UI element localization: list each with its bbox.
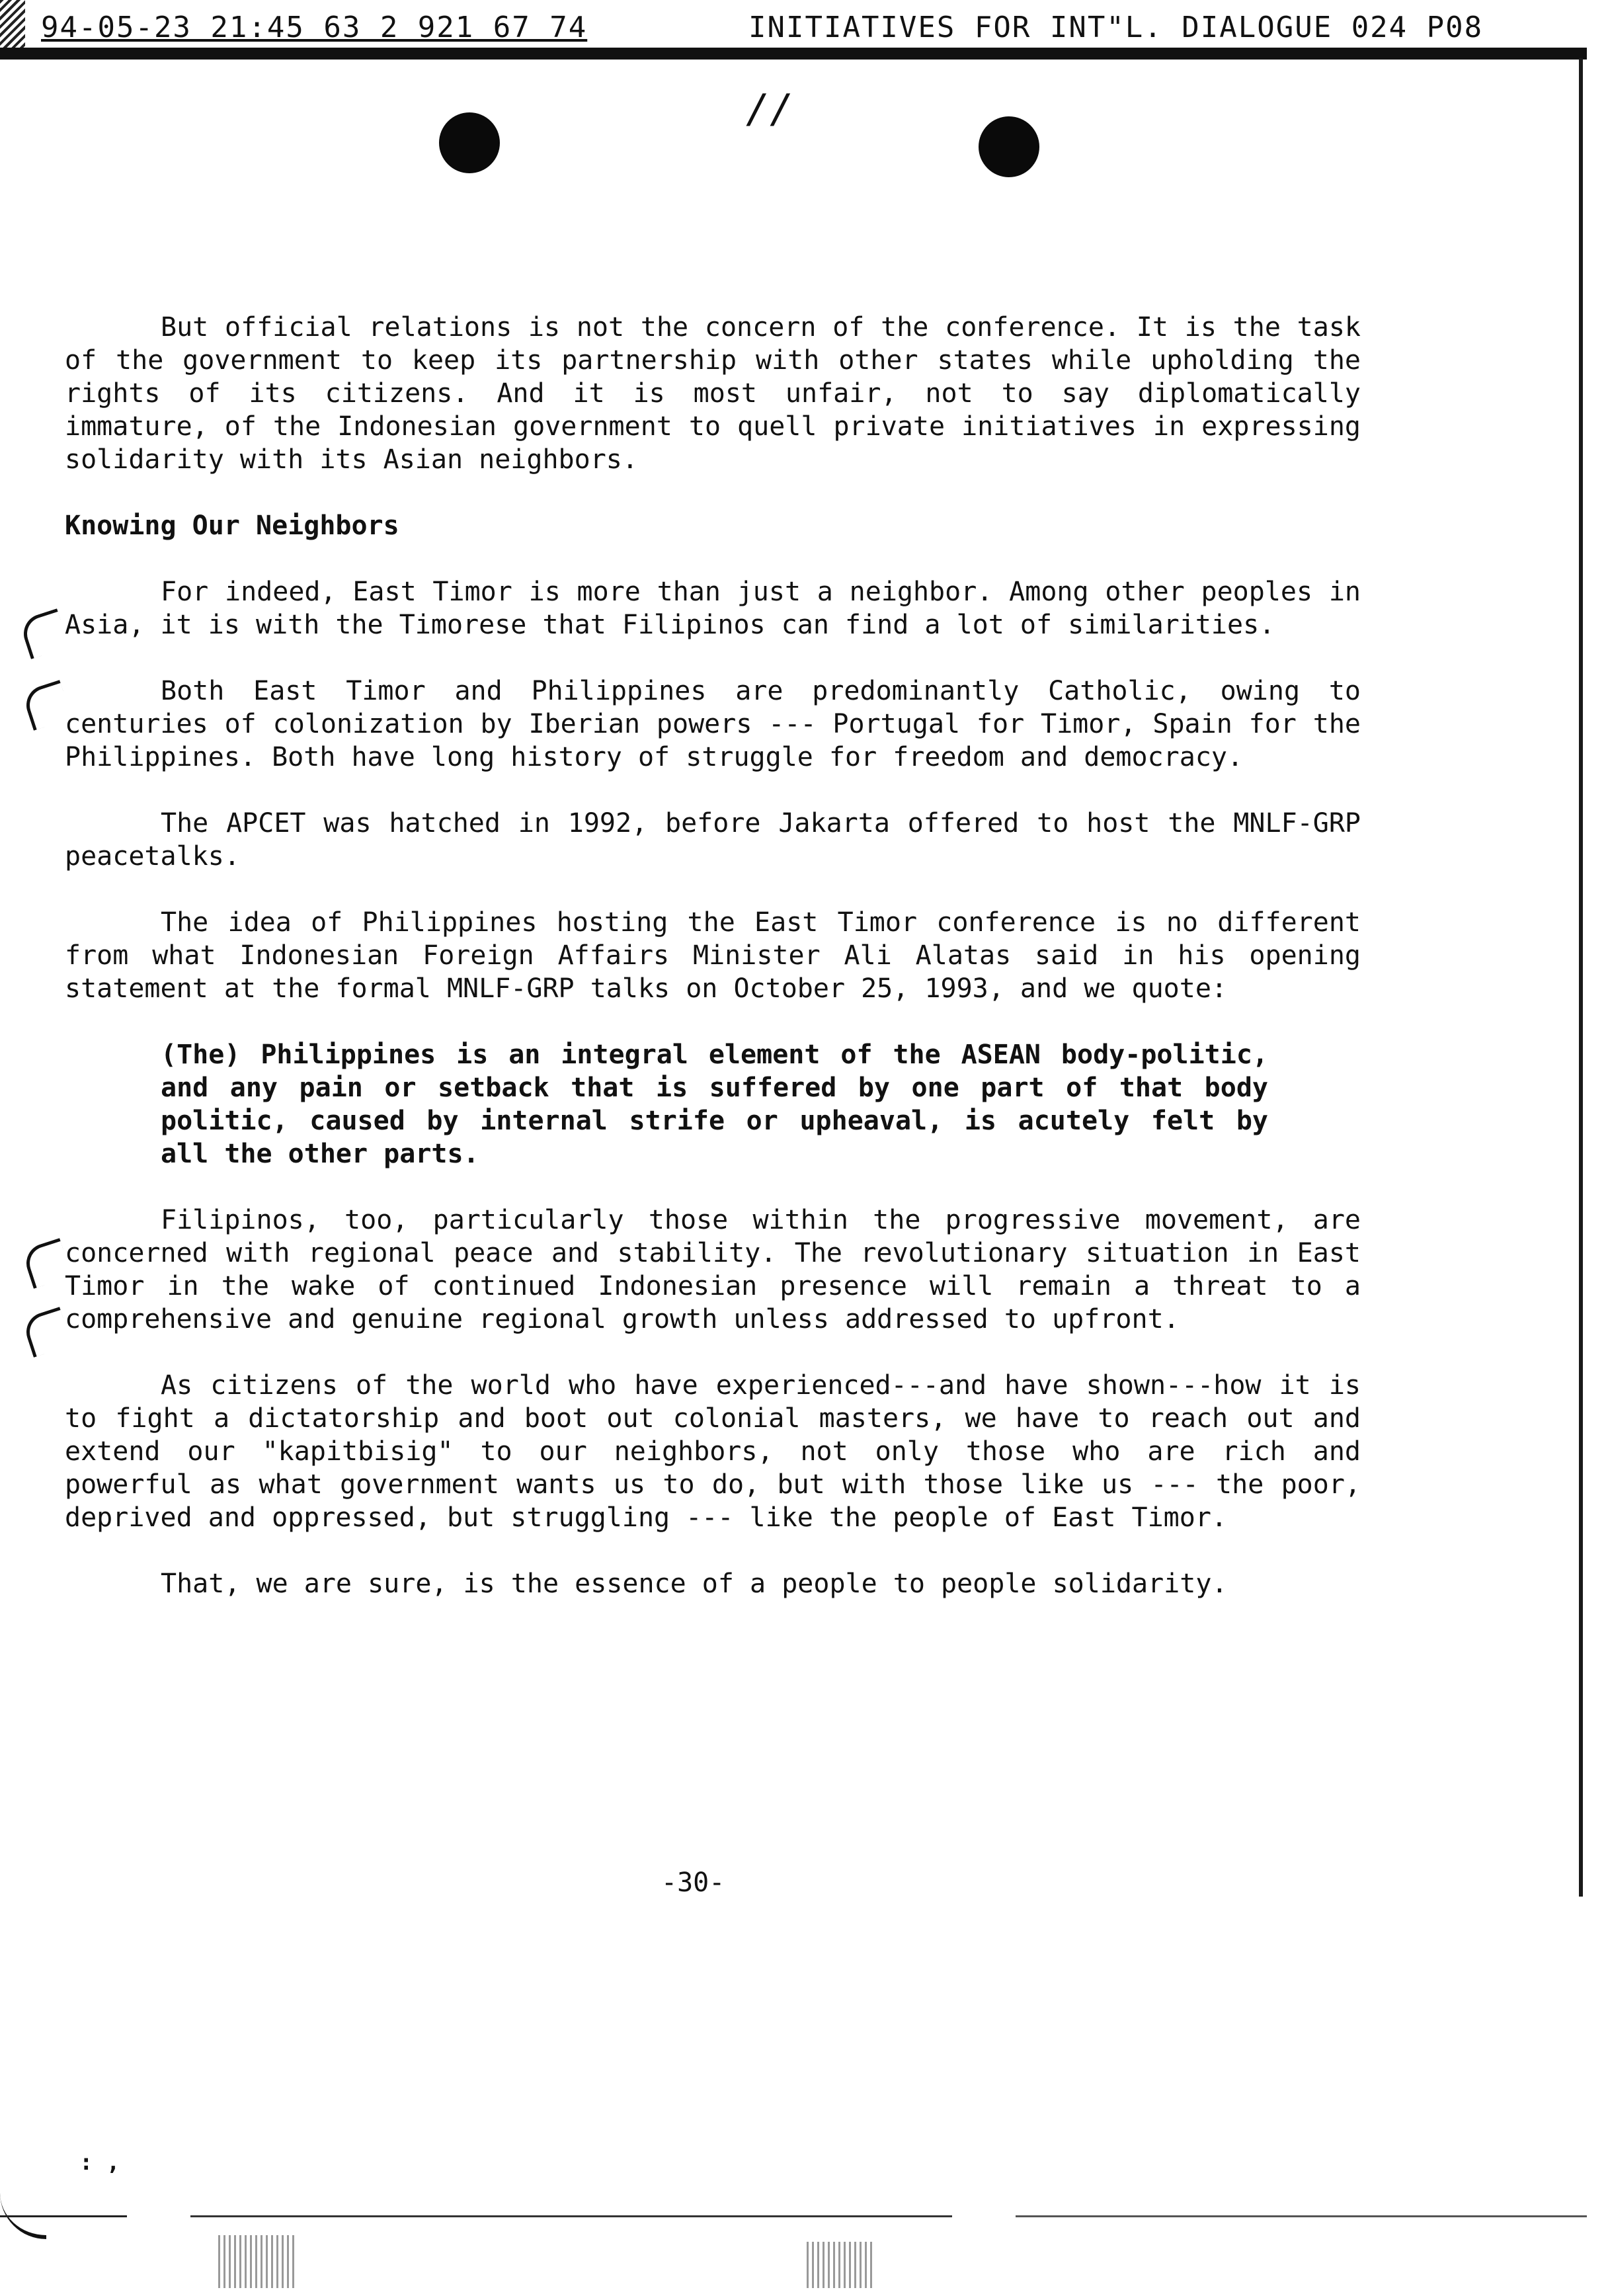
paragraph: Filipinos, too, particularly those within the progressive movement, are concerned with regional peace and stability. The revolutionary situation in East Timor in the wake of continued Indonesian presence will remain a threat to a comprehensive and genuine regional growth unless addressed to upfront. bbox=[65, 1205, 1361, 1334]
scan-artifact bbox=[0, 2182, 46, 2239]
paragraph: But official relations is not the concern of the conference. It is the task of the government to keep its partnership with other states while upholding the rights of its citizens. And it is most unfair, not to say diplomatically immature, of the Indonesian government to quell private initiatives in expressing solidarity with its Asian neighbors. bbox=[65, 312, 1361, 475]
bottom-scan-line bbox=[0, 2215, 1587, 2217]
document-body bbox=[65, 311, 1361, 1633]
page-number: -30- bbox=[661, 1867, 725, 1898]
paragraph: That, we are sure, is the essence of a people to people solidarity. bbox=[161, 1569, 1228, 1599]
handwritten-mark: // bbox=[746, 86, 794, 132]
paragraph: For indeed, East Timor is more than just a neighbor. Among other peoples in Asia, it is with the Timorese that Filipinos can find a lot of similarities. bbox=[65, 577, 1361, 640]
scan-noise bbox=[218, 2235, 298, 2288]
scan-noise bbox=[807, 2242, 873, 2288]
fax-sender-info: INITIATIVES FOR INT"L. DIALOGUE 024 P08 bbox=[748, 11, 1484, 44]
block-quote: (The) Philippines is an integral element of the ASEAN body-politic, and any pain or setback that is suffered by one part of that body politic, caused by internal strife or upheaval, is acutely felt by all the other parts. bbox=[161, 1040, 1268, 1169]
paragraph: The APCET was hatched in 1992, before Jakarta offered to host the MNLF-GRP peacetalks. bbox=[65, 808, 1361, 872]
fax-transmission-info: 94-05-23 21:45 63 2 921 67 74 bbox=[41, 11, 588, 44]
scan-artifact bbox=[0, 0, 25, 49]
page-edge-line bbox=[1579, 58, 1583, 1897]
section-heading: Knowing Our Neighbors bbox=[65, 511, 399, 541]
punch-hole-icon bbox=[979, 116, 1039, 177]
stray-mark: : , bbox=[79, 2149, 120, 2176]
paragraph: Both East Timor and Philippines are predominantly Catholic, owing to centuries of colonization by Iberian powers --- Portugal for Timor, Spain for the Philippines. Both have long history of struggle for freedom and democracy. bbox=[65, 676, 1361, 772]
punch-hole-icon bbox=[439, 112, 500, 173]
fax-header-rule bbox=[0, 48, 1587, 60]
paragraph: The idea of Philippines hosting the East Timor conference is no different from what Indonesian Foreign Affairs Minister Ali Alatas said in his opening statement at the formal MNLF-GRP talks on October 25, 1993, and we quote: bbox=[65, 907, 1361, 1004]
bracket-mark-icon bbox=[19, 608, 69, 659]
fax-header bbox=[0, 0, 1587, 61]
paragraph: As citizens of the world who have experienced---and have shown---how it is to fight a dictatorship and boot out colonial masters, we have to reach out and extend our "kapitbisig" to our neighbors, not only those who are rich and powerful as what government wants us to do, but with those like us --- the poor, deprived and oppressed, but struggling --- like the people of East Timor. bbox=[65, 1370, 1361, 1533]
